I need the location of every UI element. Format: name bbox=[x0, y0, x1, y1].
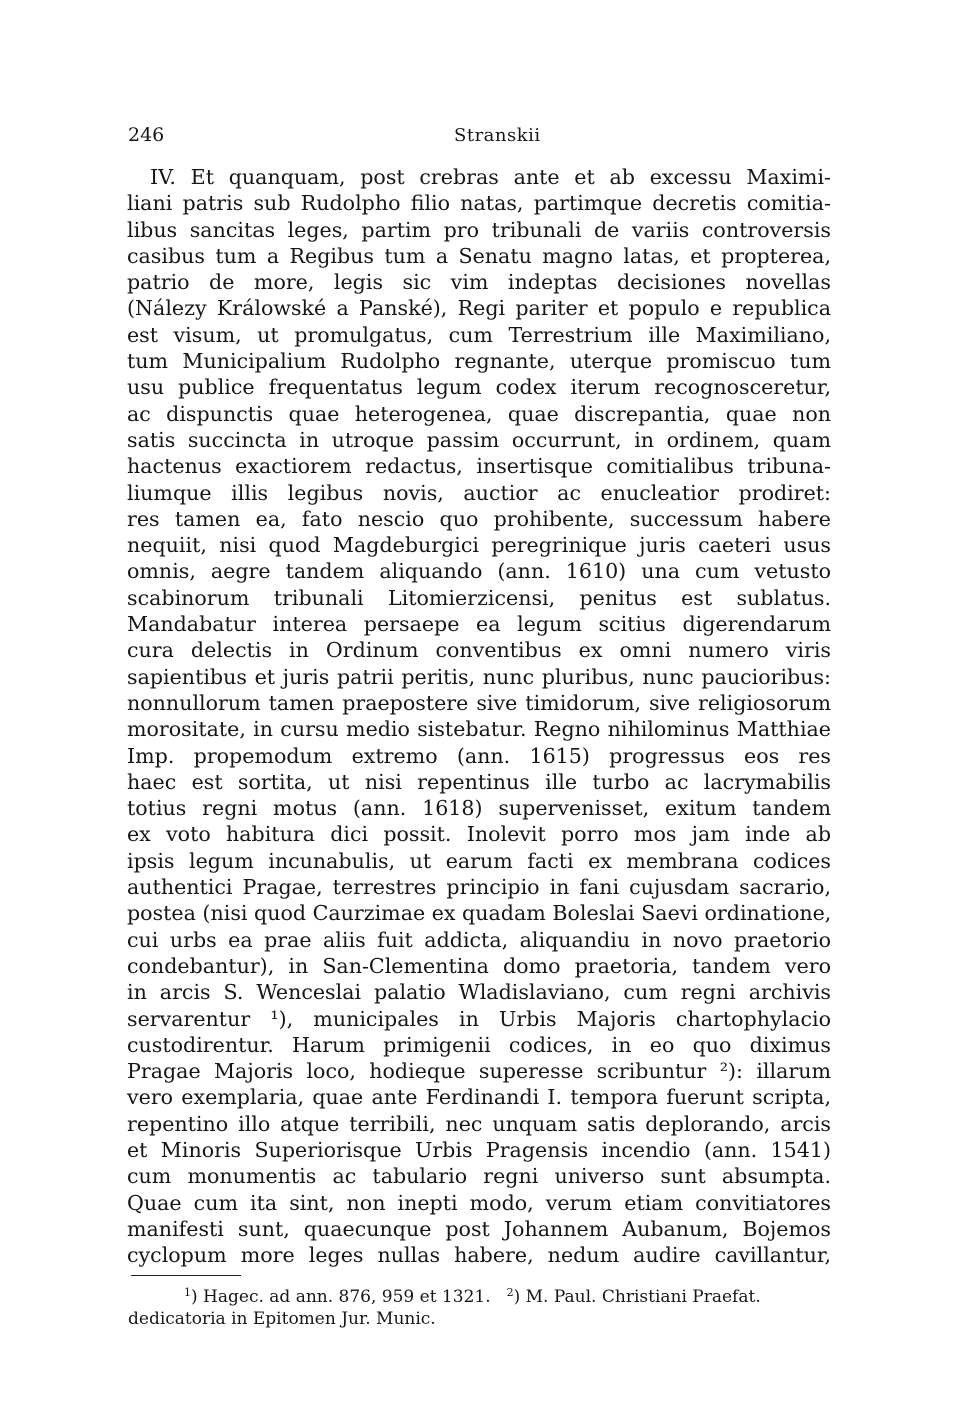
running-title: Stranskii bbox=[454, 125, 541, 146]
text-line: IV. Et quanquam, post crebras ante et ab excessu Maximi- bbox=[150, 165, 831, 189]
text-line: totius regni motus (ann. 1618) supervenisset, exitum tandem bbox=[127, 796, 831, 821]
text-line: ex voto habitura dici possit. Inolevit porro mos jam inde ab bbox=[127, 822, 831, 847]
text-line: haec est sortita, ut nisi repentinus ille turbo ac lacrymabilis bbox=[127, 769, 831, 794]
text-line: servarentur ¹), municipales in Urbis Majoris chartophylacio bbox=[127, 1006, 831, 1031]
text-line: omnis, aegre tandem aliquando (ann. 1610) una cum vetusto bbox=[127, 559, 831, 584]
text-line: ac dispunctis quae heterogenea, quae discrepantia, quae non bbox=[127, 401, 831, 426]
footnote-1: ) Hagec. ad ann. 876, 959 et 1321. bbox=[191, 1287, 491, 1307]
text-line: liumque illis legibus novis, auctior ac enucleatior prodiret: bbox=[127, 480, 831, 505]
text-line: nonnullorum tamen praepostere sive timidorum, sive religiosorum bbox=[127, 690, 831, 715]
page-number: 246 bbox=[128, 124, 165, 146]
text-line: custodirentur. Harum primigenii codices, in eo quo diximus bbox=[127, 1032, 831, 1057]
text-line: satis succincta in utroque passim occurrunt, in ordinem, quam bbox=[127, 427, 831, 452]
footnote-2-continuation: dedicatoria in Epitomen Jur. Munic. bbox=[128, 1309, 436, 1329]
text-line: ipsis legum incunabulis, ut earum facti ex membrana codices bbox=[127, 848, 831, 873]
footnote-marker: 1 bbox=[184, 1286, 191, 1299]
text-line: in arcis S. Wenceslai palatio Wladislaviano, cum regni archivis bbox=[127, 980, 831, 1005]
text-line: manifesti sunt, quaecunque post Johannem Aubanum, Bojemos bbox=[127, 1216, 831, 1241]
text-line: sapientibus et juris patrii peritis, nunc pluribus, nunc paucioribus: bbox=[127, 664, 831, 689]
text-line: scabinorum tribunali Litomierzicensi, penitus est sublatus. bbox=[127, 585, 831, 610]
footnote-divider bbox=[131, 1275, 241, 1276]
text-line: hactenus exactiorem redactus, insertisque comitialibus tribuna- bbox=[127, 454, 831, 479]
text-line: condebantur), in San-Clementina domo praetoria, tandem vero bbox=[127, 953, 831, 978]
text-line: cura delectis in Ordinum conventibus ex omni numero viris bbox=[127, 638, 831, 663]
text-line: liani patris sub Rudolpho filio natas, partimque decretis comitia- bbox=[127, 191, 831, 216]
text-line: cui urbs ea prae aliis fuit addicta, aliquandiu in novo praetorio bbox=[127, 927, 831, 952]
text-line: (Nálezy Králowské a Panské), Regi pariter et populo e republica bbox=[127, 296, 831, 321]
text-line: Mandabatur interea persaepe ea legum scitius digerendarum bbox=[127, 612, 831, 637]
text-line: est visum, ut promulgatus, cum Terrestrium ille Maximiliano, bbox=[127, 322, 831, 347]
page-header bbox=[128, 124, 826, 148]
footnote-marker: 2 bbox=[506, 1286, 514, 1299]
text-line: patrio de more, legis sic vim indeptas decisiones novellas bbox=[127, 270, 831, 295]
text-line: casibus tum a Regibus tum a Senatu magno latas, et propterea, bbox=[127, 243, 831, 268]
text-line: nequiit, nisi quod Magdeburgici peregrinique juris caeteri usus bbox=[127, 533, 831, 558]
text-line: res tamen ea, fato nescio quo prohibente, successum habere bbox=[127, 506, 831, 531]
text-line: vero exemplaria, quae ante Ferdinandi I. tempora fuerunt scripta, bbox=[127, 1085, 831, 1110]
text-line: Pragae Majoris loco, hodieque superesse scribuntur ²): illarum bbox=[127, 1059, 831, 1084]
text-line: postea (nisi quod Caurzimae ex quadam Boleslai Saevi ordinatione, bbox=[127, 901, 832, 926]
text-line: morositate, in cursu medio sistebatur. Regno nihilominus Matthiae bbox=[127, 717, 831, 742]
footnote-2: ) M. Paul. Christiani Praefat. bbox=[513, 1287, 761, 1307]
text-line: cum monumentis ac tabulario regni universo sunt absumpta. bbox=[127, 1164, 831, 1189]
text-line: et Minoris Superiorisque Urbis Pragensis incendio (ann. 1541) bbox=[127, 1137, 831, 1162]
text-line: tum Municipalium Rudolpho regnante, uterque promiscuo tum bbox=[127, 349, 831, 374]
text-line: usu publice frequentatus legum codex iterum recognosceretur, bbox=[127, 375, 831, 400]
text-line: Imp. propemodum extremo (ann. 1615) progressus eos res bbox=[127, 743, 831, 768]
text-line: authentici Pragae, terrestres principio in fani cujusdam sacrario, bbox=[127, 875, 831, 900]
text-line: libus sancitas leges, partim pro tribunali de variis controversis bbox=[127, 217, 831, 242]
text-line: repentino illo atque terribili, nec unquam satis deplorando, arcis bbox=[127, 1111, 831, 1136]
text-line: cyclopum more leges nullas habere, nedum audire cavillantur, bbox=[127, 1243, 831, 1268]
main-text bbox=[127, 164, 831, 1268]
text-line: Quae cum ita sint, non inepti modo, verum etiam convitiatores bbox=[127, 1190, 831, 1215]
footnotes bbox=[128, 1286, 828, 1330]
footnote-line bbox=[128, 1286, 828, 1308]
